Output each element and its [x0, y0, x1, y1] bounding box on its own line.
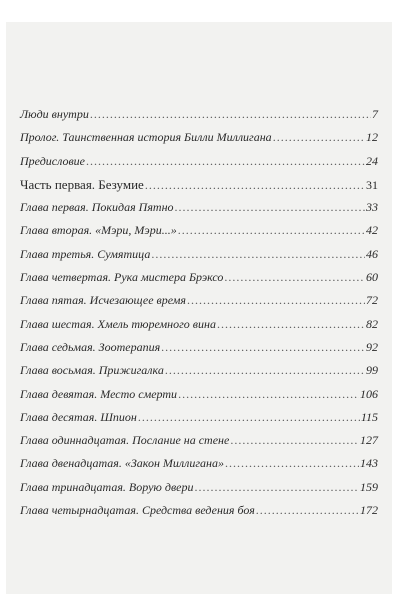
toc-entry-page: 159	[360, 479, 378, 494]
toc-dot-leader	[90, 107, 371, 122]
toc-entry	[20, 317, 378, 340]
toc-entry	[20, 363, 378, 386]
toc-dot-leader	[165, 363, 365, 378]
toc-entry-title: Глава двенадцатая. «Закон Миллигана»	[20, 456, 225, 471]
toc-entry	[20, 154, 378, 177]
toc-entry	[20, 340, 378, 363]
toc-dot-leader	[151, 247, 365, 262]
toc-entry-title: Глава восьмая. Прижигалка	[20, 363, 164, 378]
toc-entry-page: 12	[366, 130, 378, 145]
toc-entry-page: 92	[366, 339, 378, 354]
toc-entry-page: 31	[366, 177, 378, 192]
toc-entry	[20, 503, 378, 526]
toc-entry-page: 33	[366, 200, 378, 215]
toc-entry-page: 7	[372, 107, 378, 121]
toc-entry-page: 42	[366, 223, 378, 238]
toc-dot-leader	[273, 130, 365, 145]
toc-entry-title: Глава седьмая. Зоотерапия	[20, 339, 161, 354]
toc-dot-leader	[86, 154, 365, 169]
toc-entry-title: Глава тринадцатая. Ворую двери	[20, 479, 194, 494]
toc-entry	[20, 107, 378, 130]
toc-entry	[20, 270, 378, 293]
toc-entry	[20, 456, 378, 479]
toc-entry-title: Глава четвертая. Рука мистера Брэксо	[20, 270, 224, 285]
book-page	[6, 22, 392, 594]
toc-entry-page: 143	[360, 456, 378, 471]
toc-entry-title: Глава одиннадцатая. Послание на стене	[20, 433, 230, 448]
toc-dot-leader	[161, 340, 365, 355]
toc-entry-page: 46	[366, 246, 378, 261]
toc-entry-page: 60	[366, 270, 378, 285]
toc-entry	[20, 293, 378, 316]
toc-dot-leader	[145, 178, 365, 193]
toc-entry	[20, 387, 378, 410]
toc-entry-title: Пролог. Таинственная история Билли Миллигана	[20, 130, 272, 145]
toc-entry-page: 106	[360, 386, 378, 401]
toc-entry-title: Глава десятая. Шпион	[20, 409, 137, 424]
toc-entry	[20, 200, 378, 223]
toc-entry-title: Глава первая. Покидая Пятно	[20, 200, 174, 215]
toc-entry-page: 82	[366, 316, 378, 331]
toc-dot-leader	[256, 503, 359, 518]
toc-entry	[20, 410, 378, 433]
toc-dot-leader	[178, 387, 359, 402]
toc-entry	[20, 433, 378, 456]
toc-dot-leader	[194, 480, 359, 495]
toc-dot-leader	[230, 433, 359, 448]
toc-entry-page: 24	[366, 153, 378, 168]
toc-dot-leader	[217, 317, 365, 332]
toc-entry-title: Предисловие	[20, 153, 86, 168]
toc-entry-title: Часть первая. Безумие	[20, 176, 144, 192]
toc-entry	[20, 223, 378, 246]
toc-entry-title: Люди внутри	[20, 107, 89, 121]
toc-entry-title: Глава девятая. Место смерти	[20, 386, 178, 401]
toc-entry-page: 115	[360, 409, 378, 424]
toc-dot-leader	[178, 223, 365, 238]
table-of-contents	[20, 107, 378, 526]
toc-entry	[20, 247, 378, 270]
toc-entry	[20, 130, 378, 153]
toc-entry-page: 172	[360, 503, 378, 518]
toc-dot-leader	[175, 200, 365, 215]
toc-entry-page: 72	[366, 293, 378, 308]
toc-part-heading	[20, 177, 378, 200]
toc-entry-page: 99	[366, 363, 378, 378]
toc-entry-title: Глава третья. Сумятица	[20, 246, 151, 261]
toc-dot-leader	[187, 293, 365, 308]
toc-entry-title: Глава шестая. Хмель тюремного вина	[20, 316, 216, 331]
toc-entry-page: 127	[360, 433, 378, 448]
toc-entry-title: Глава четырнадцатая. Средства ведения боя	[20, 503, 255, 518]
toc-dot-leader	[224, 270, 365, 285]
toc-dot-leader	[138, 410, 360, 425]
toc-entry-title: Глава пятая. Исчезающее время	[20, 293, 187, 308]
toc-entry-title: Глава вторая. «Мэри, Мэри...»	[20, 223, 177, 238]
toc-entry	[20, 480, 378, 503]
toc-dot-leader	[225, 456, 359, 471]
